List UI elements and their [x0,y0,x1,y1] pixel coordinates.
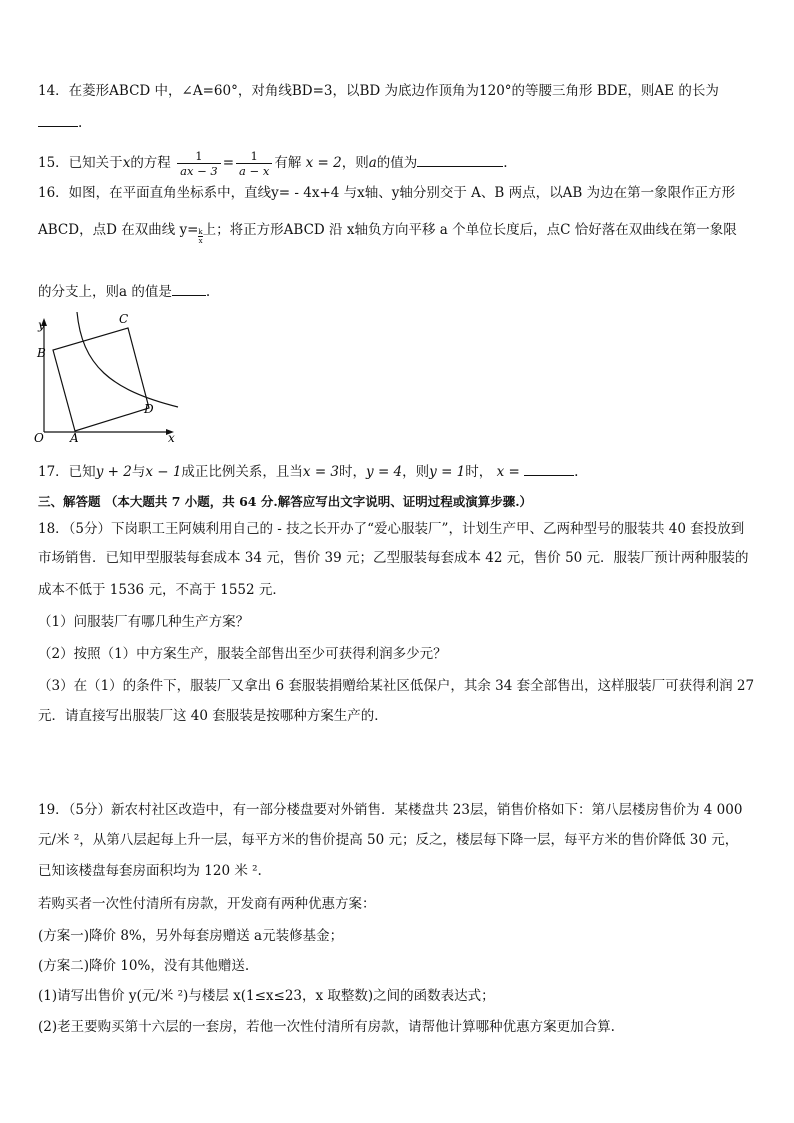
answer-blank [417,154,503,167]
period: . [503,155,508,171]
q16-line-1-text: 16．如图，在平面直角坐标系中，直线y= - 4x+4 与x轴、y轴分别交于 A、B 两点，以AB 为边在第一象限作正方形 [38,185,736,201]
label-point-c: C [119,312,129,326]
period: . [574,464,579,480]
question-19-line-2 [38,830,756,850]
q17-mid-3: 时， [339,464,367,480]
q18-sub-3a-text: （3）在（1）的条件下，服装厂又拿出 6 套服装捐赠给某社区低保户，其余 34 套全部售出，这样服装厂可获得利润 27 [38,678,755,694]
coordinate-figure [30,310,190,445]
fraction-1 [177,149,221,178]
q15-mid: 的方程 [130,155,171,171]
hyperbola-curve [77,312,178,407]
q17-mid-4: ，则 [402,464,430,480]
question-14-text: 14．在菱形ABCD 中，∠A=60°，对角线BD=3，以BD 为底边作顶角为120°的等腰三角形 BDE，则AE 的长为 [38,83,719,99]
label-point-d: D [144,402,154,416]
question-19-line-5 [38,926,756,946]
q15-solve: 有解 [274,155,302,171]
q18-line-3: 成本不低于 1536 元，不高于 1552 元． [38,582,286,598]
question-19-line-4 [38,894,756,914]
label-point-a: A [70,431,79,445]
q15-tail-1: ，则 [341,155,369,171]
q17-mid-1: 与 [131,464,146,480]
q18-line-1: 18．（5分）下岗职工王阿姨利用自己的 - 技之长开办了“爱心服装厂”，计划生产甲、乙两种型号的服装共 40 套投放到 [38,521,745,537]
answer-blank [524,463,574,476]
q17-expr-2: x − 1 [145,464,182,480]
k-numerator: k [198,228,203,236]
q19-line-2: 元/米 ²，从第八层起每上升一层，每平方米的售价提高 50 元；反之，楼层每下降一层，每平方米的售价降低 30 元， [38,832,739,848]
q17-cond-1: x = 3 [302,464,340,480]
q17-ask: x = [496,464,520,480]
q19-line-6: (方案二)降价 10%，没有其他赠送. [38,958,250,974]
q19-line-8: (2)老王要购买第十六层的一套房，若他一次性付清所有房款，请帮他计算哪种优惠方案更加合算. [38,1019,615,1035]
period: . [78,115,83,131]
q19-line-5: (方案一)降价 8%，另外每套房赠送 a元装修基金； [38,928,344,944]
x-denominator: x [198,237,203,245]
equals-sign: = [222,155,235,171]
q16-line-2-a: ABCD，点D 在双曲线 y= [38,222,199,238]
period: . [205,284,211,300]
q17-cond-2: y = 4 [366,464,403,480]
question-17 [38,462,756,482]
question-14-line-1 [38,81,756,101]
q15-prefix: 15．已知关于 [38,155,123,171]
question-16-line-3 [38,282,756,302]
label-y: y [38,318,45,332]
q17-mid-2: 成正比例关系，且当 [181,464,303,480]
q15-solution: x = 2 [305,155,342,171]
question-19-line-7 [38,986,756,1006]
label-x: x [168,431,175,445]
q17-expr-1: y + 2 [95,464,132,480]
fraction-2-denominator: a − x [239,164,270,178]
q19-line-4: 若购买者一次性付清所有房款，开发商有两种优惠方案： [38,896,376,912]
question-19-line-6 [38,956,756,976]
question-18-sub-2 [38,644,756,664]
answer-blank [38,114,78,127]
question-19-line-8 [38,1017,756,1037]
q17-mid-5: 时， [465,464,493,480]
q16-line-2-b: 上；将正方形ABCD 沿 x轴负方向平移 a 个单位长度后，点C 恰好落在双曲线在第一象限 [202,222,737,238]
question-18-sub-1 [38,612,756,632]
q19-line-7: (1)请写出售价 y(元/米 ²)与楼层 x(1≤x≤23，x 取整数)之间的函数表达式； [38,988,495,1004]
q19-line-1: 19．（5分）新农村社区改造中，有一部分楼盘要对外销售．某楼盘共 23层，销售价格如下：第八层楼房售价为 4 000 [38,802,743,818]
question-16-line-2 [38,220,756,245]
section-3-heading [38,492,756,512]
question-18-sub-3b [38,706,756,726]
square-abcd [53,328,149,431]
question-18-sub-3a [38,676,756,696]
q15-var-a: a [368,155,377,171]
q15-var-x: x [122,155,131,171]
question-18-line-3 [38,580,756,600]
q16-line-3-text: 的分支上，则a 的值是 [38,284,172,300]
question-18-line-1 [38,519,756,539]
question-18-line-2 [38,548,756,568]
q18-sub-1-text: （1）问服装厂有哪几种生产方案？ [38,614,250,630]
question-15 [38,146,756,180]
q19-line-3: 已知该楼盘每套房面积均为 120 米 ². [38,863,262,879]
question-14-line-2 [38,113,756,133]
q15-tail-2: 的值为 [376,155,418,171]
fraction-2-numerator: 1 [236,149,272,164]
q18-sub-3b-text: 元．请直接写出服装厂这 40 套服装是按哪种方案生产的． [38,708,388,724]
fraction-2 [236,149,272,178]
q18-line-2: 市场销售．已知甲型服装每套成本 34 元，售价 39 元；乙型服装每套成本 42 元，售价 50 元．服装厂预计两种服装的 [38,550,749,566]
question-19-line-3 [38,861,756,881]
fraction-1-numerator: 1 [177,149,221,164]
q17-cond-3: y = 1 [429,464,466,480]
section-3-text: 三、解答题 （本大题共 7 小题，共 64 分.解答应写出文字说明、证明过程或演算步骤.） [38,494,533,509]
fraction-1-denominator: ax − 3 [180,164,218,178]
answer-blank [172,283,206,296]
q18-sub-2-text: （2）按照（1）中方案生产，服装全部售出至少可获得利润多少元？ [38,646,447,662]
question-19-line-1 [38,800,756,820]
label-point-b: B [37,346,46,360]
label-origin: O [34,431,44,445]
q17-prefix: 17．已知 [38,464,96,480]
question-16-line-1 [38,183,756,203]
